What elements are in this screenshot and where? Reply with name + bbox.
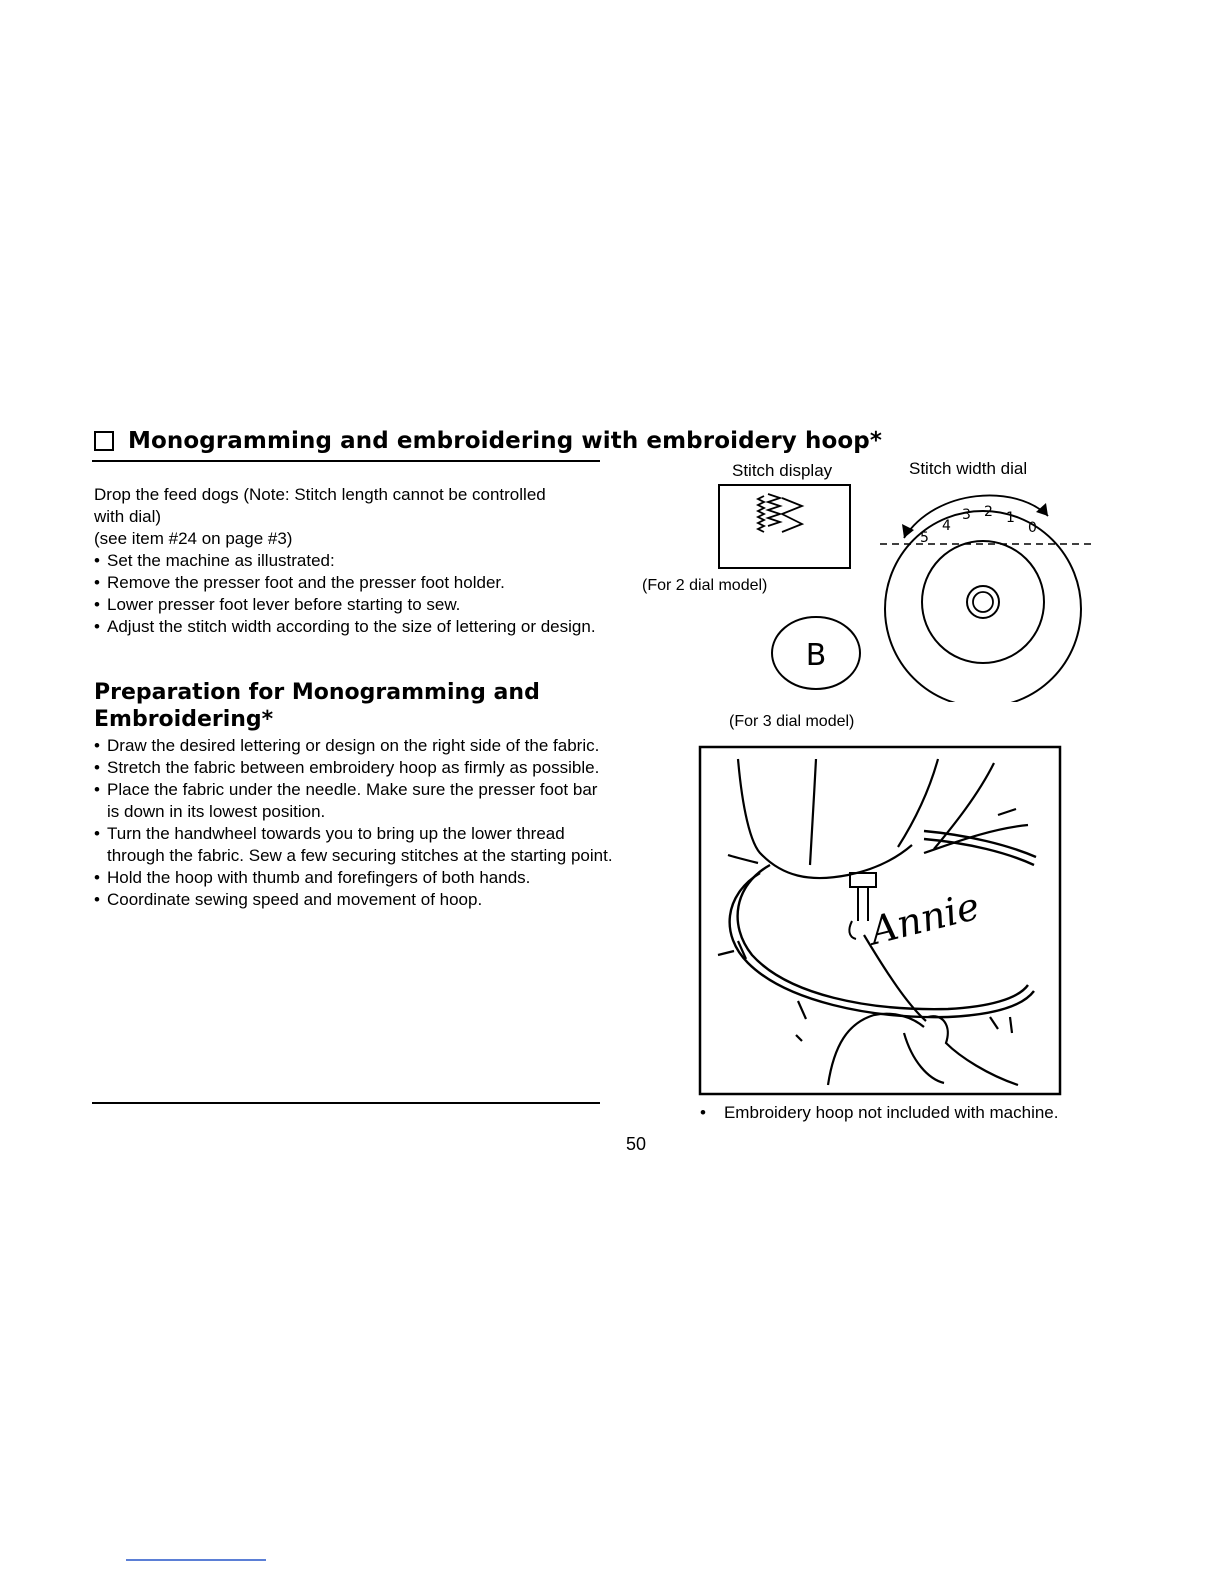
pattern-letter: B	[805, 638, 827, 673]
list-item: • Coordinate sewing speed and movement of hoop.	[94, 889, 614, 911]
list-item: • Hold the hoop with thumb and forefingers of both hands.	[94, 867, 614, 889]
two-dial-caption: (For 2 dial model)	[642, 577, 768, 594]
list-item: • Remove the presser foot and the presser foot holder.	[94, 572, 614, 594]
intro-bullet-list	[94, 550, 614, 638]
preparation-block	[94, 735, 614, 911]
preparation-title: Preparation for Monogramming and Embroidering*	[94, 680, 540, 732]
bullet-icon: •	[700, 1103, 706, 1122]
arrow-right-icon	[1036, 503, 1048, 516]
preparation-bullet-list	[94, 735, 614, 911]
bottom-rule	[92, 1102, 600, 1104]
dial-center-ring	[967, 586, 999, 618]
page-number: 50	[626, 1134, 647, 1154]
dial-number: 0	[1028, 520, 1037, 536]
stitch-display-frame	[719, 485, 850, 568]
intro-line: (see item #24 on page #3)	[94, 529, 293, 548]
embroidery-hoop-illustration	[698, 745, 1064, 1097]
pattern-selector-illustration	[768, 615, 864, 693]
dial-center-knob	[973, 592, 993, 612]
footer-note-text: Embroidery hoop not included with machine.	[723, 1103, 1059, 1122]
list-item: • Turn the handwheel towards you to bring up the lower thread through the fabric. Sew a few securing stitches at the starting point.	[94, 823, 614, 867]
list-item: • Stretch the fabric between embroidery hoop as firmly as possible.	[94, 757, 614, 779]
intro-line: Drop the feed dogs (Note: Stitch length cannot be controlled	[94, 485, 546, 504]
section-header	[94, 428, 882, 454]
decorative-line	[126, 1559, 266, 1561]
list-item: • Adjust the stitch width according to the size of lettering or design.	[94, 616, 614, 638]
intro-block	[94, 484, 614, 638]
list-item: • Place the fabric under the needle. Make sure the presser foot bar is down in its lowest position.	[94, 779, 614, 823]
zigzag-stitch-icon	[758, 494, 802, 532]
list-item: • Draw the desired lettering or design on the right side of the fabric.	[94, 735, 614, 757]
dial-number: 3	[962, 507, 971, 523]
list-item: • Lower presser foot lever before starting to sew.	[94, 594, 614, 616]
embroidered-word: Annie	[865, 883, 984, 954]
three-dial-caption: (For 3 dial model)	[729, 713, 855, 730]
dial-number: 4	[942, 518, 951, 534]
stitch-display-illustration	[718, 484, 852, 570]
dial-inner-ring	[922, 541, 1044, 663]
checkbox-icon	[94, 431, 114, 451]
dial-number: 2	[984, 504, 993, 520]
dial-outer-ring	[885, 511, 1081, 702]
dial-number: 1	[1006, 510, 1015, 526]
section-title: Monogramming and embroidering with embroidery hoop*	[128, 428, 882, 454]
stitch-width-dial-illustration	[876, 488, 1098, 702]
dial-number: 5	[920, 530, 929, 546]
footer-note	[700, 1103, 1058, 1123]
stitch-width-dial-label: Stitch width dial	[909, 459, 1028, 478]
title-underline	[92, 460, 600, 462]
list-item: • Set the machine as illustrated:	[94, 550, 614, 572]
stitch-display-label: Stitch display	[732, 461, 833, 480]
intro-line: with dial)	[94, 507, 162, 526]
